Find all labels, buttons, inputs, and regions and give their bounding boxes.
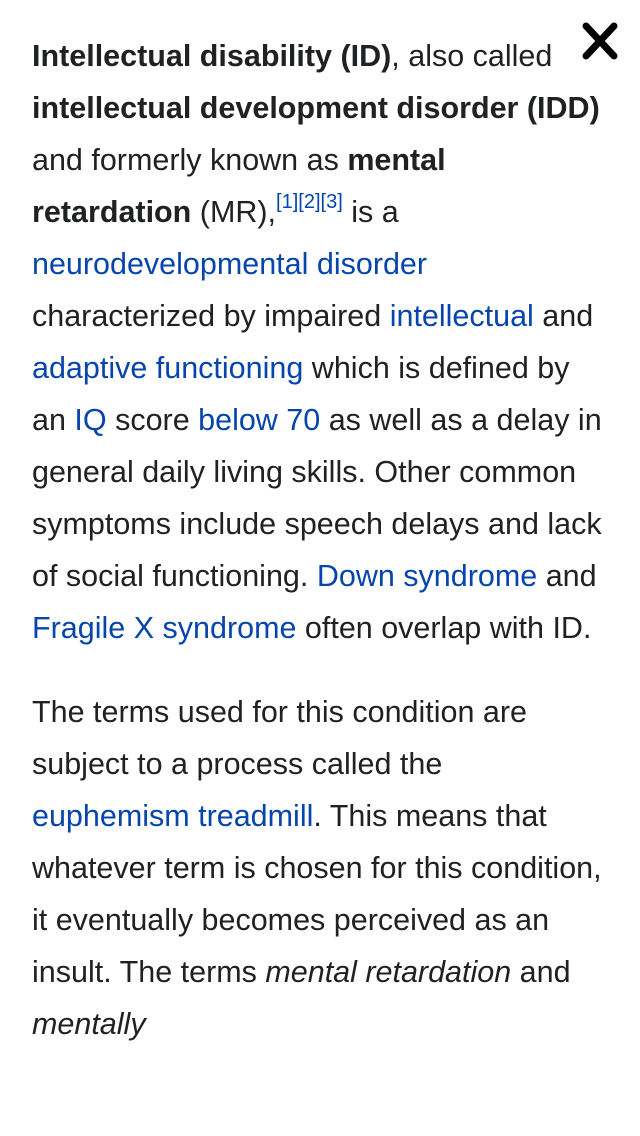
term-intellectual-disability: Intellectual disability (ID) [32,39,392,73]
article-content [32,30,608,1082]
reference-2-link[interactable]: [2] [298,191,321,213]
text-span: and [511,955,571,989]
link-fragile-x-syndrome[interactable]: Fragile X syndrome [32,611,297,645]
link-adaptive-functioning[interactable]: adaptive functioning [32,351,304,385]
reference-links [276,191,343,213]
text-span: (MR), [191,195,277,229]
paragraph-terms [32,686,608,1050]
text-span: which is defined by an [32,351,570,437]
text-span: . This means that whatever term is chosen for this condition, it eventually becomes perceived as an insult. The terms [32,799,602,989]
text-span: and formerly known as [32,143,348,177]
link-intellectual[interactable]: intellectual [389,299,534,333]
close-button[interactable] [576,18,624,66]
close-x-icon [576,18,624,66]
link-iq[interactable]: IQ [74,403,107,437]
reference-1-link[interactable]: [1] [276,191,299,213]
text-span: and [537,559,597,593]
term-mental-retardation: mental retardation [32,143,446,229]
text-span: and [533,299,594,333]
link-neurodevelopmental-disorder[interactable]: neurodevelopmental disorder [32,247,428,281]
text-span: score [106,403,199,437]
text-span: is a [342,195,399,229]
link-below-70[interactable]: below 70 [198,403,321,437]
reference-3-link[interactable]: [3] [320,191,343,213]
paragraph-intro [32,30,608,654]
text-span: The terms used for this condition are subject to a process called the [32,695,528,781]
text-span: , also called [391,39,553,73]
text-span: as well as a delay in general daily living skills. Other common symptoms include speech delays and lack of social functioning. [32,403,602,593]
text-span: often overlap with ID. [296,611,592,645]
text-span: characterized by impaired [32,299,390,333]
link-down-syndrome[interactable]: Down syndrome [316,559,538,593]
emphasis-mental-retardation: mental retardation [265,955,512,989]
emphasis-mentally: mentally [32,1007,146,1041]
term-idd: intellectual development disorder (IDD) [32,91,600,125]
link-euphemism-treadmill[interactable]: euphemism treadmill [32,799,314,833]
